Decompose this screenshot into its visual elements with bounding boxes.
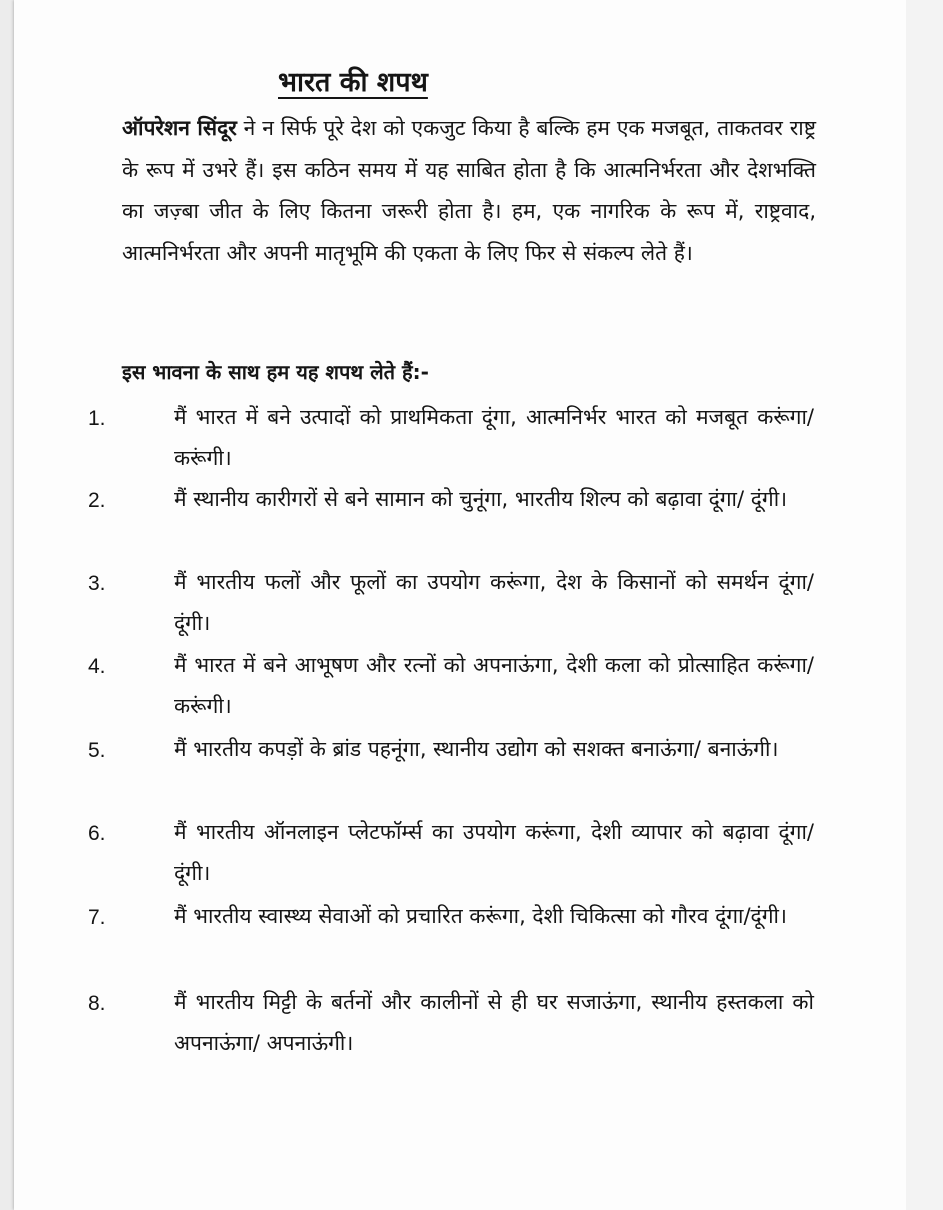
- pledge-item-4: [14, 645, 906, 729]
- pledge-text: मैं स्थानीय कारीगरों से बने सामान को चुनूंगा, भारतीय शिल्प को बढ़ावा दूंगा/ दूंगी।: [174, 487, 788, 511]
- pledge-item-2: [14, 479, 906, 563]
- pledge-item-8: [14, 982, 906, 1066]
- viewer-background: [906, 0, 943, 1210]
- intro-paragraph: [122, 108, 816, 274]
- pledge-item-3: [14, 562, 906, 646]
- pledge-number: 5.: [88, 739, 106, 762]
- pledge-text: मैं भारतीय फलों और फूलों का उपयोग करूंगा, देश के किसानों को समर्थन दूंगा/ दूंगी।: [174, 570, 814, 635]
- pledge-item-1: [14, 397, 906, 481]
- pledge-number: 6.: [88, 822, 106, 845]
- pledge-number: 3.: [88, 572, 106, 595]
- pledge-text: मैं भारतीय स्वास्थ्य सेवाओं को प्रचारित करूंगा, देशी चिकित्सा को गौरव दूंगा/दूंगी।: [174, 904, 787, 928]
- document-page: [14, 0, 906, 1210]
- pledge-number: 2.: [88, 489, 106, 512]
- pledge-number: 7.: [88, 906, 106, 929]
- pledge-item-5: [14, 729, 906, 813]
- document-body: [14, 0, 906, 1210]
- pledge-heading: इस भावना के साथ हम यह शपथ लेते हैं:-: [122, 360, 429, 384]
- document-title: भारत की शपथ: [278, 67, 428, 98]
- intro-text: ने न सिर्फ पूरे देश को एकजुट किया है बल्कि हम एक मजबूत, ताकतवर राष्ट्र के रूप में उभरे हैं। इस कठिन समय में यह साबित होता है कि आत्मनिर्भरता और देशभक्ति का जज़्बा जीत के लिए कितना जरूरी होता है। हम, एक नागरिक के रूप में, राष्ट्रवाद, आत्मनिर्भरता और अपनी मातृभूमि की एकता के लिए फिर से संकल्प लेते हैं।: [122, 116, 816, 265]
- pledge-text: मैं भारतीय मिट्टी के बर्तनों और कालीनों से ही घर सजाऊंगा, स्थानीय हस्तकला को अपनाऊंगा/ अपनाऊंगी।: [174, 990, 814, 1055]
- pledge-number: 4.: [88, 655, 106, 678]
- pledge-number: 8.: [88, 992, 106, 1015]
- pledge-text: मैं भारतीय ऑनलाइन प्लेटफॉर्म्स का उपयोग करूंगा, देशी व्यापार को बढ़ावा दूंगा/ दूंगी।: [174, 820, 814, 885]
- pledge-text: मैं भारत में बने आभूषण और रत्नों को अपनाऊंगा, देशी कला को प्रोत्साहित करूंगा/ करूंगी।: [174, 653, 814, 718]
- pledge-number: 1.: [88, 407, 106, 430]
- pledge-text: मैं भारत में बने उत्पादों को प्राथमिकता दूंगा, आत्मनिर्भर भारत को मजबूत करूंगा/ करूंगी।: [174, 405, 814, 470]
- pledge-text: मैं भारतीय कपड़ों के ब्रांड पहनूंगा, स्थानीय उद्योग को सशक्त बनाऊंगा/ बनाऊंगी।: [174, 737, 779, 761]
- pledge-item-6: [14, 812, 906, 896]
- intro-bold-phrase: ऑपरेशन सिंदूर: [122, 116, 237, 140]
- pledge-item-7: [14, 896, 906, 980]
